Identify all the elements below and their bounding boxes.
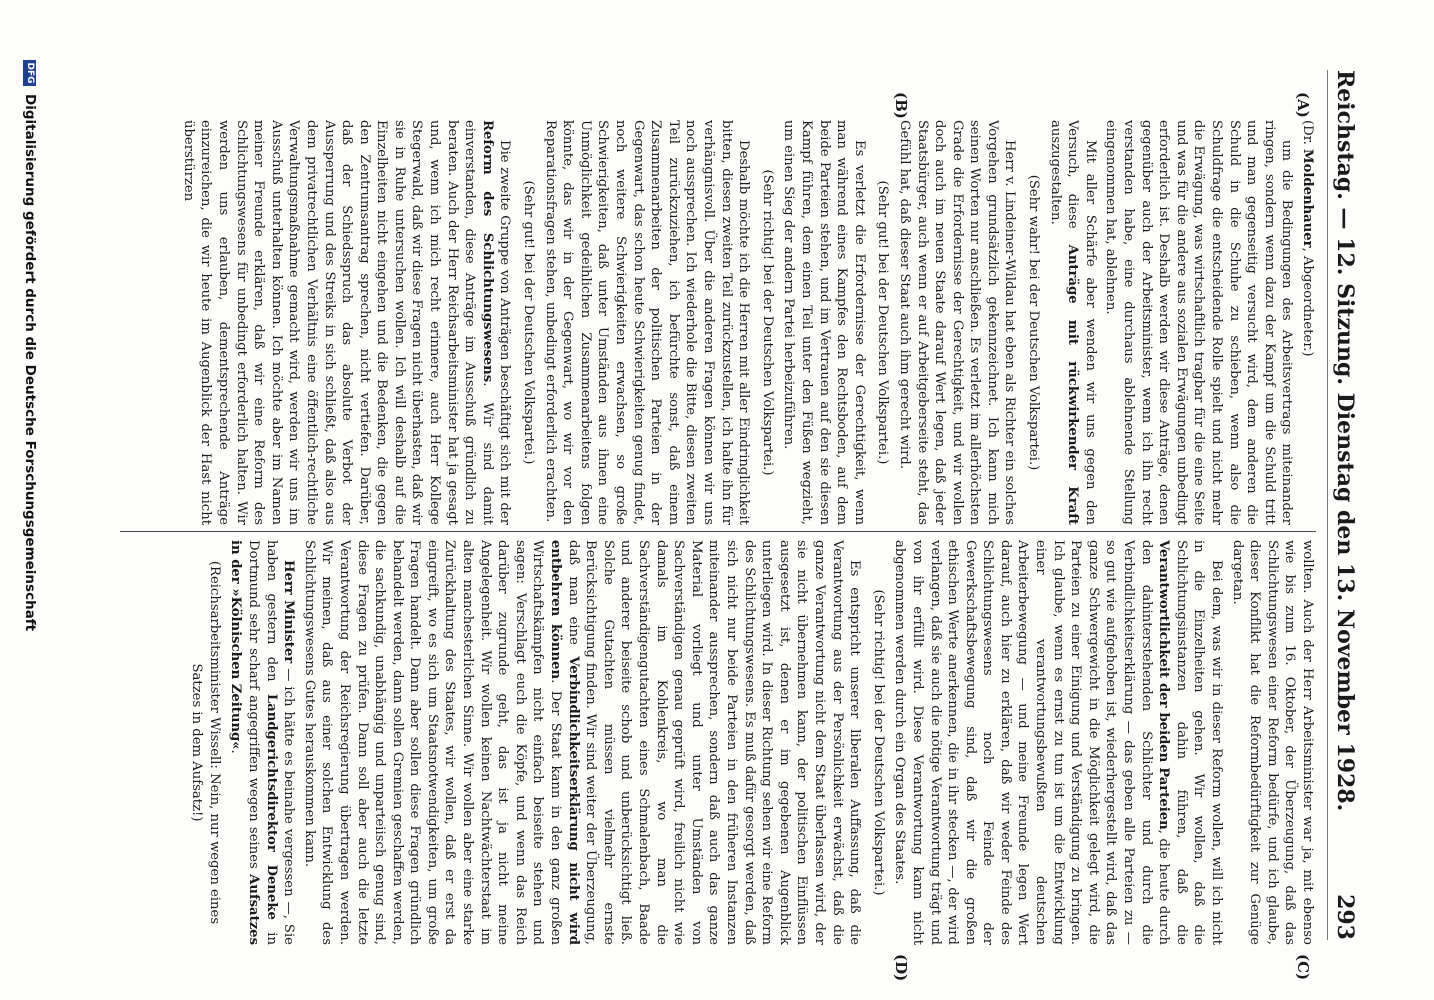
text-paragraph: Herr Minister — ich hätte es beinahe vergessen —, Sie haben gestern den Landgerichtsdirektor Deneke in Dortmund sehr scharf angegriffen wegen seines Aufsatzes in der »Kölnischen Zeitung«. [228, 540, 297, 945]
interjection-remark: (Sehr gut! bei der Deutschen Volkspartei.) [875, 180, 891, 465]
column-divider [120, 531, 1316, 532]
text-paragraph: Mit aller Schärfe aber wenden wir uns gegen den Versuch, diese Anträge mit rückwirkender Kraft auszugestalten. [1047, 120, 1098, 525]
text-paragraph: Die zweite Gruppe von Anträgen beschäftigt sich mit der Reform des Schlichtungswesens. Wir sind damit einverstanden, diese Anträge im Ausschuß gründlich zu beraten. Auch der Herr Reichsarbeitsminister hat ja gesagt und, wenn ich mich recht erinnere, auch Herr Kollege Stegerwald, daß wir diese Fragen nicht überhasten, daß wir sie in Ruhe untersuchen wollen. Ich will deshalb auf die Einzelheiten nicht eingehen und die Bedenken, die gegen den Zentrumsantrag sprechen, nicht vertiefen. Darüber, daß der Schiedsspruch das absolute Verbot der Aussperrung und des Streiks in sich schließt, daß also aus dem privatrechtlichen Verhältnis eine öffentlich-rechtliche Verwaltungsmaßnahme gemacht wird, werden wir uns im Ausschuß unterhalten können. Ich möchte aber im Namen meiner Freunde erklären, daß wir eine Reform des Schlichtungswesens für unbedingt erforderlich halten. Wir werden uns erlauben, dementsprechende Anträge einzureichen, die wir heute im Augenblick der Hast nicht überstürzen [180, 120, 513, 525]
left-text-column [120, 120, 1316, 525]
text-paragraph: Es entspricht unserer liberalen Auffassung, daß die Verantwortung aus der Persönlichkeit erwächst, daß die ganze Verantwortung nicht dem Staat überlassen wird, der sie nicht übernehmen kann, der politischen Einflüssen ausgesetzt ist, denen er im gegebenen Augenblick unterliegen wird. In dieser Richtung sehen wir eine Reform des Schlichtungswesens. Es muß dafür gesorgt werden, daß sich nicht nur beide Parteien in den früheren Instanzen miteinander aussprechen, sondern daß auch das ganze Material vorliegt und unter Umständen von Sachverständigen genau geprüft wird, freilich nicht wie damals im Kohlenkreis, wo man die Sachverständigengutachten eines Schmalenbach, Baade und anderer beiseite schob und unberücksichtigt ließ. Solche Gutachten müssen vielmehr ernste Berücksichtigung finden. Wir sind weiter der Überzeugung, daß man eine Verbindlichkeitserklärung nicht wird entbehren können. Der Staat kann in den ganz großen Wirtschaftskämpfen nicht einfach beiseite stehen und sagen: Verschlagt euch die Köpfe, und wenn das Reich darüber zugrunde geht, das ist ja nicht meine Angelegenheit. Wir wollen keinen Nachtwächterstaat im alten manchesterlichen Sinne. Wir wollen aber eine starke Zurückhaltung des Staates, wir wollen, daß er erst da eingreift, wo es sich um Staatsnotwendigkeiten, um große Fragen handelt. Dann aber sollen diese Fragen gründlich behandelt werden, dann sollen Gremien geschaffen werden, die sachkundig, unabhängig und unparteiisch genug sind, diese Fragen zu prüfen. Dann soll aber auch die letzte Verantwortung der Reichsregierung übertragen werden. Wir meinen, daß aus einer solchen Entwicklung des Schlichtungswesens Gutes herauskommen kann. [301, 540, 863, 945]
text-paragraph: (Dr. Moldenhauer, Abgeordneter.) [1300, 120, 1315, 357]
credit-text: Digitalisierung gefördert durch die Deutsche Forschungsgemeinschaft [22, 94, 38, 632]
text-paragraph: Deshalb möchte ich die Herren mit aller Eindringlichkeit bitten, diesen zweiten Teil zurückzustellen, ich halte ihn für verhängnisvoll. Über die anderen Fragen können wir uns noch aussprechen. Ich wiederhole die Bitte, diesen zweiten Teil zurückzuziehen, ich befürchte sonst, daß einem Zusammenarbeiten der politischen Parteien in der Gegenwart, das schon heute Schwierigkeiten genug findet, noch weitere Schwierigkeiten erwachsen, so große Schwierigkeiten, daß unter Umständen aus ihnen eine Unmöglichkeit gedeihlichen Zusammenarbeitens folgen könnte, das wir in der Gegenwart, wo wir vor den Reparationsfragen stehen, unbedingt erforderlich erachten. [542, 120, 752, 525]
margin-marker-a: (A) [1294, 92, 1312, 118]
page-number: 293 [1332, 894, 1358, 940]
right-text-column [120, 540, 1316, 945]
interjection-remark: (Sehr richtig! bei der Deutschen Volkspartei.) [870, 589, 886, 896]
text-paragraph: Herr v. Lindeiner-Wildau hat eben als Richter ein solches Vorgehen grundsätzlich gekennzeichnet. Ich kann mich seinen Worten nur anschließen. Es verletzt im allerhöchsten Grade die Erfordernisse der Gerechtigkeit, und wir wollen doch auch im neuen Staate darauf Wert legen, daß jeder Staatsbürger, auch wenn er auf Arbeitgeberseite steht, das Gefühl hat, daß dieser Staat auch ihm gerecht wird. [896, 120, 1018, 525]
digitization-credit [22, 60, 38, 940]
text-paragraph: wollten. Auch der Herr Arbeitsminister war ja, mit ebenso wie bis zum 16. Oktober, der Überzeugung, daß das Schlichtungswesen einer Reform bedürfe, und ich glaube, dieser Konflikt hat die Reformbedürftigkeit zur Genüge dargetan. [1229, 540, 1315, 945]
interjection-remark: (Reichsarbeitsminister Wissell: Nein, nur wegen eines Satzes in dem Aufsatz!) [189, 560, 222, 925]
text-paragraph: Es verletzt die Erfordernisse der Gerechtigkeit, wenn man während eines Kampfes den Rechtsboden, auf dem beide Parteien stehen, und im Vertrauen auf den sie diesen Kampf führen, dem einen Teil unter den Füßen wegzieht, um einen Sieg der andern Partei herbeizuführen. [781, 120, 867, 525]
margin-marker-c: (C) [1294, 954, 1312, 981]
interjection-remark: (Sehr gut! bei der Deutschen Volkspartei.) [521, 180, 537, 465]
text-paragraph: Bei dem, was wir in dieser Reform wollen, will ich nicht in die Einzelheiten gehen. Wir wollen, daß die Schlichtungsinstanzen dahin führen, daß die Verantwortlichkeit der beiden Parteien, die heute durch den dahinterstehenden Schlichter und durch die Verbindlichkeitserklärung — das geben alle Parteien zu — so gut wie aufgehoben ist, wiederhergestellt wird, daß das ganze Schwergewicht in die Möglichkeit gelegt wird, die Parteien zu einer Einigung und Verständigung zu bringen. Ich glaube, wenn es ernst zu tun ist um die Entwicklung einer verantwortungsbewußten deutschen Arbeiterbewegung — und meine Freunde legen Wert darauf, auch hier zu erklären, daß wir weder Feinde des Schlichtungswesens noch Feinde der Gewerkschaftsbewegung sind, daß wir die großen ethischen Werte anerkennen, die in ihr stecken —, der wird verlangen, daß sie auch die nötige Verantwortung trägt und von ihr erfüllt wird. Diese Verantwortung kann nicht abgenommen werden durch ein Organ des Staates. [892, 540, 1225, 945]
page-header [1327, 70, 1362, 940]
running-head: Reichstag. — 12. Sitzung. Dienstag den 13. November 1928. [1332, 70, 1358, 812]
dfg-logo: DFG [24, 60, 37, 86]
interjection-remark: (Sehr wahr! bei der Deutschen Volkspartei.) [1026, 174, 1042, 471]
text-paragraph: um die Bedingungen des Arbeitsvertrags miteinander ringen, sondern wenn dazu der Kampf um die Schuld tritt und man gegenseitig versucht wird, dem anderen die Schuld in die Schuhe zu schieben, wenn also die Schuldfrage die entscheidende Rolle spielt und nicht mehr die Erwägung, was wirtschaftlich tragbar für die eine Seite und was für die andere aus sozialen Erwägungen unbedingt erforderlich ist. Deshalb werden wir diese Anträge, denen gegenüber auch der Arbeitsminister, wenn ich ihn recht verstanden habe, eine durchaus ablehnende Stellung eingenommen hat, ablehnen. [1103, 120, 1295, 525]
margin-marker-d: (D) [892, 954, 910, 982]
margin-marker-b: (B) [892, 92, 910, 119]
interjection-remark: (Sehr richtig! bei der Deutschen Volkspartei.) [759, 169, 775, 476]
